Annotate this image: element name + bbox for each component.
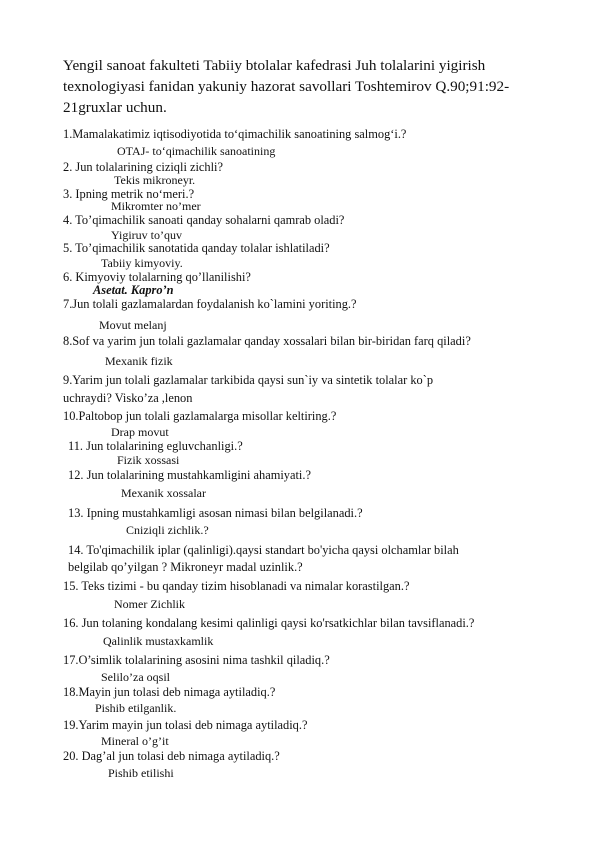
answer-6: Asetat. Kapro’n bbox=[93, 283, 174, 297]
question-15: 15. Teks tizimi - bu qanday tizim hisoblanadi va nimalar korastilgan.? bbox=[63, 579, 410, 593]
question-9-line-2: uchraydi? Visko’za ,lenon bbox=[63, 391, 193, 405]
answer-11: Fizik xossasi bbox=[117, 453, 180, 467]
question-20: 20. Dag’al jun tolasi deb nimaga aytiladiq.? bbox=[63, 749, 280, 763]
question-12: 12. Jun tolalarining mustahkamligini ahamiyati.? bbox=[68, 468, 311, 482]
question-2: 2. Jun tolalarining ciziqli zichli? bbox=[63, 160, 224, 174]
question-13: 13. Ipning mustahkamligi asosan nimasi bilan belgilanadi.? bbox=[68, 506, 363, 520]
question-4: 4. To’qimachilik sanoati qanday sohalarni qamrab oladi? bbox=[63, 213, 345, 227]
answer-16: Qalinlik mustaxkamlik bbox=[103, 634, 214, 648]
question-16: 16. Jun tolaning kondalang kesimi qalinligi qaysi ko'rsatkichlar bilan tavsiflanadi.? bbox=[63, 616, 475, 630]
answer-12: Mexanik xossalar bbox=[121, 486, 206, 500]
answer-20: Pishib etilishi bbox=[108, 766, 174, 780]
answer-18: Pishib etilganlik. bbox=[95, 701, 177, 715]
answer-15: Nomer Zichlik bbox=[114, 597, 185, 611]
answer-5: Tabiiy kimyoviy. bbox=[101, 256, 183, 270]
question-3: 3. Ipning metrik no‘meri.? bbox=[63, 187, 195, 201]
question-8: 8.Sof va yarim jun tolali gazlamalar qanday xossalari bilan bir-biridan farq qiladi? bbox=[63, 334, 471, 348]
question-11: 11. Jun tolalarining egluvchanligi.? bbox=[68, 439, 243, 453]
question-14-line-1: 14. To'qimachilik iplar (qalinligi).qaysi standart bo'yicha qaysi olchamlar bilah bbox=[68, 543, 459, 557]
question-18: 18.Mayin jun tolasi deb nimaga aytiladiq.? bbox=[63, 685, 276, 699]
answer-13: Cniziqli zichlik.? bbox=[126, 523, 209, 537]
document-title: Yengil sanoat fakulteti Tabiiy btolalar kafedrasi Juh tolalarini yigirish texnologiyasi fanidan yakuniy hazorat savollari Toshtemirov Q.90;91:92-21gruxlar uchun. bbox=[63, 57, 510, 117]
answer-19: Mineral o’g’it bbox=[101, 734, 169, 748]
question-14-line-2: belgilab qo’yilgan ? Mikroneyr madal uzinlik.? bbox=[68, 560, 303, 574]
answer-2: Tekis mikroneyr. bbox=[114, 173, 196, 187]
answer-17: Selilo’za oqsil bbox=[101, 670, 170, 684]
question-1: 1.Mamalakatimiz iqtisodiyotida to‘qimachilik sanoatining salmog‘i.? bbox=[63, 127, 407, 141]
answer-3: Mikromter no’mer bbox=[111, 199, 201, 213]
answer-8: Mexanik fizik bbox=[105, 354, 173, 368]
question-7: 7.Jun tolali gazlamalardan foydalanish ko`lamini yoriting.? bbox=[63, 297, 357, 311]
question-9-line-1: 9.Yarim jun tolali gazlamalar tarkibida qaysi sun`iy va sintetik tolalar ko`p bbox=[63, 373, 434, 387]
question-19: 19.Yarim mayin jun tolasi deb nimaga aytiladiq.? bbox=[63, 718, 308, 732]
question-17: 17.O’simlik tolalarining asosini nima tashkil qiladiq.? bbox=[63, 653, 330, 667]
answer-7: Movut melanj bbox=[99, 318, 167, 332]
answer-10: Drap movut bbox=[111, 425, 169, 439]
answer-4: Yigiruv to’quv bbox=[111, 228, 182, 242]
question-10: 10.Paltobop jun tolali gazlamalarga misollar keltiring.? bbox=[63, 409, 337, 423]
question-5: 5. To’qimachilik sanotatida qanday tolalar ishlatiladi? bbox=[63, 241, 330, 255]
answer-1: OTAJ- to‘qimachilik sanoatining bbox=[117, 144, 276, 158]
question-6: 6. Kimyoviy tolalarning qo’llanilishi? bbox=[63, 270, 251, 284]
